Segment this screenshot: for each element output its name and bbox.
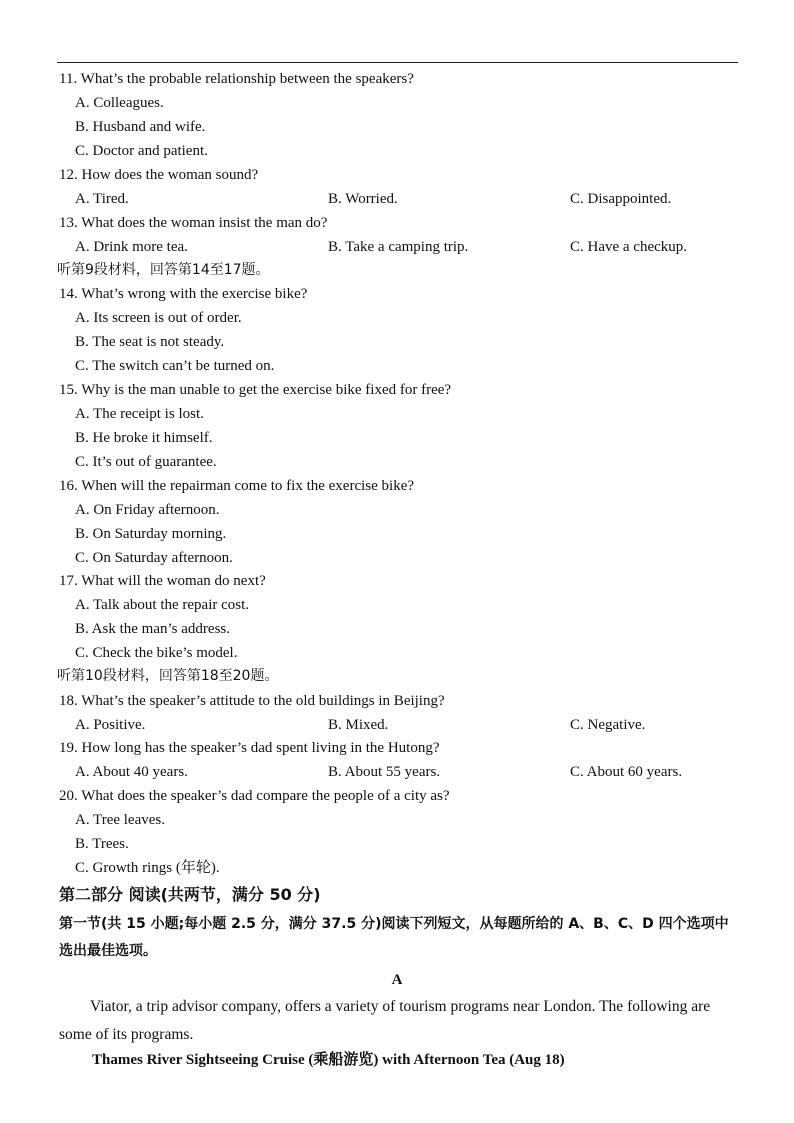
question-14: 14. What’s wrong with the exercise bike? [59, 286, 308, 302]
q15-option-c: C. It’s out of guarantee. [75, 454, 217, 470]
program-title: Thames River Sightseeing Cruise (乘船游览) with Afternoon Tea (Aug 18) [92, 1052, 565, 1068]
q12-option-c: C. Disappointed. [570, 191, 672, 207]
instruction-part-9: 听第9段材料，回答第14至17题。 [57, 262, 270, 278]
question-11: 11. What’s the probable relationship between the speakers? [59, 71, 414, 87]
q16-option-a: A. On Friday afternoon. [75, 502, 220, 518]
section-2-instructions: 第一节(共 15 小题;每小题 2.5 分，满分 37.5 分)阅读下列短文，从每题所给的 A、B、C、D 四个选项中选出最佳选项。 [59, 916, 729, 959]
section-2-title: 第二部分 阅读(共两节，满分 50 分) [59, 885, 321, 904]
q17-option-b: B. Ask the man’s address. [75, 621, 230, 637]
q13-option-a: A. Drink more tea. [75, 239, 188, 255]
q17-option-a: A. Talk about the repair cost. [75, 597, 250, 613]
q12-option-b: B. Worried. [328, 191, 398, 207]
q20-option-c: C. Growth rings (年轮). [75, 860, 220, 876]
q13-option-c: C. Have a checkup. [570, 239, 688, 255]
q14-option-a: A. Its screen is out of order. [75, 310, 242, 326]
q18-option-b: B. Mixed. [328, 717, 389, 733]
q18-option-a: A. Positive. [75, 717, 146, 733]
q17-option-c: C. Check the bike’s model. [75, 645, 238, 661]
question-15: 15. Why is the man unable to get the exercise bike fixed for free? [59, 382, 452, 398]
question-12: 12. How does the woman sound? [59, 167, 259, 183]
q11-option-b: B. Husband and wife. [75, 119, 206, 135]
passage-intro: Viator, a trip advisor company, offers a variety of tourism programs near London. The following are some of its programs. [59, 998, 711, 1043]
q19-option-a: A. About 40 years. [75, 764, 188, 780]
q14-option-c: C. The switch can’t be turned on. [75, 358, 275, 374]
instruction-part-10: 听第10段材料，回答第18至20题。 [57, 668, 279, 684]
q20-option-b: B. Trees. [75, 836, 129, 852]
q18-option-c: C. Negative. [570, 717, 646, 733]
q13-option-b: B. Take a camping trip. [328, 239, 469, 255]
question-13: 13. What does the woman insist the man do? [59, 215, 328, 231]
passage-label: A [391, 972, 403, 988]
question-19: 19. How long has the speaker’s dad spent living in the Hutong? [59, 740, 440, 756]
question-17: 17. What will the woman do next? [59, 573, 266, 589]
question-20: 20. What does the speaker’s dad compare the people of a city as? [59, 788, 450, 804]
q19-option-c: C. About 60 years. [570, 764, 683, 780]
q20-option-a: A. Tree leaves. [75, 812, 165, 828]
q11-option-a: A. Colleagues. [75, 95, 164, 111]
q15-option-b: B. He broke it himself. [75, 430, 213, 446]
q16-option-c: C. On Saturday afternoon. [75, 550, 233, 566]
question-16: 16. When will the repairman come to fix the exercise bike? [59, 478, 415, 494]
q12-option-a: A. Tired. [75, 191, 129, 207]
question-18: 18. What’s the speaker’s attitude to the old buildings in Beijing? [59, 693, 445, 709]
q15-option-a: A. The receipt is lost. [75, 406, 204, 422]
header-rule [57, 62, 738, 63]
q14-option-b: B. The seat is not steady. [75, 334, 225, 350]
q11-option-c: C. Doctor and patient. [75, 143, 208, 159]
q16-option-b: B. On Saturday morning. [75, 526, 227, 542]
q19-option-b: B. About 55 years. [328, 764, 441, 780]
